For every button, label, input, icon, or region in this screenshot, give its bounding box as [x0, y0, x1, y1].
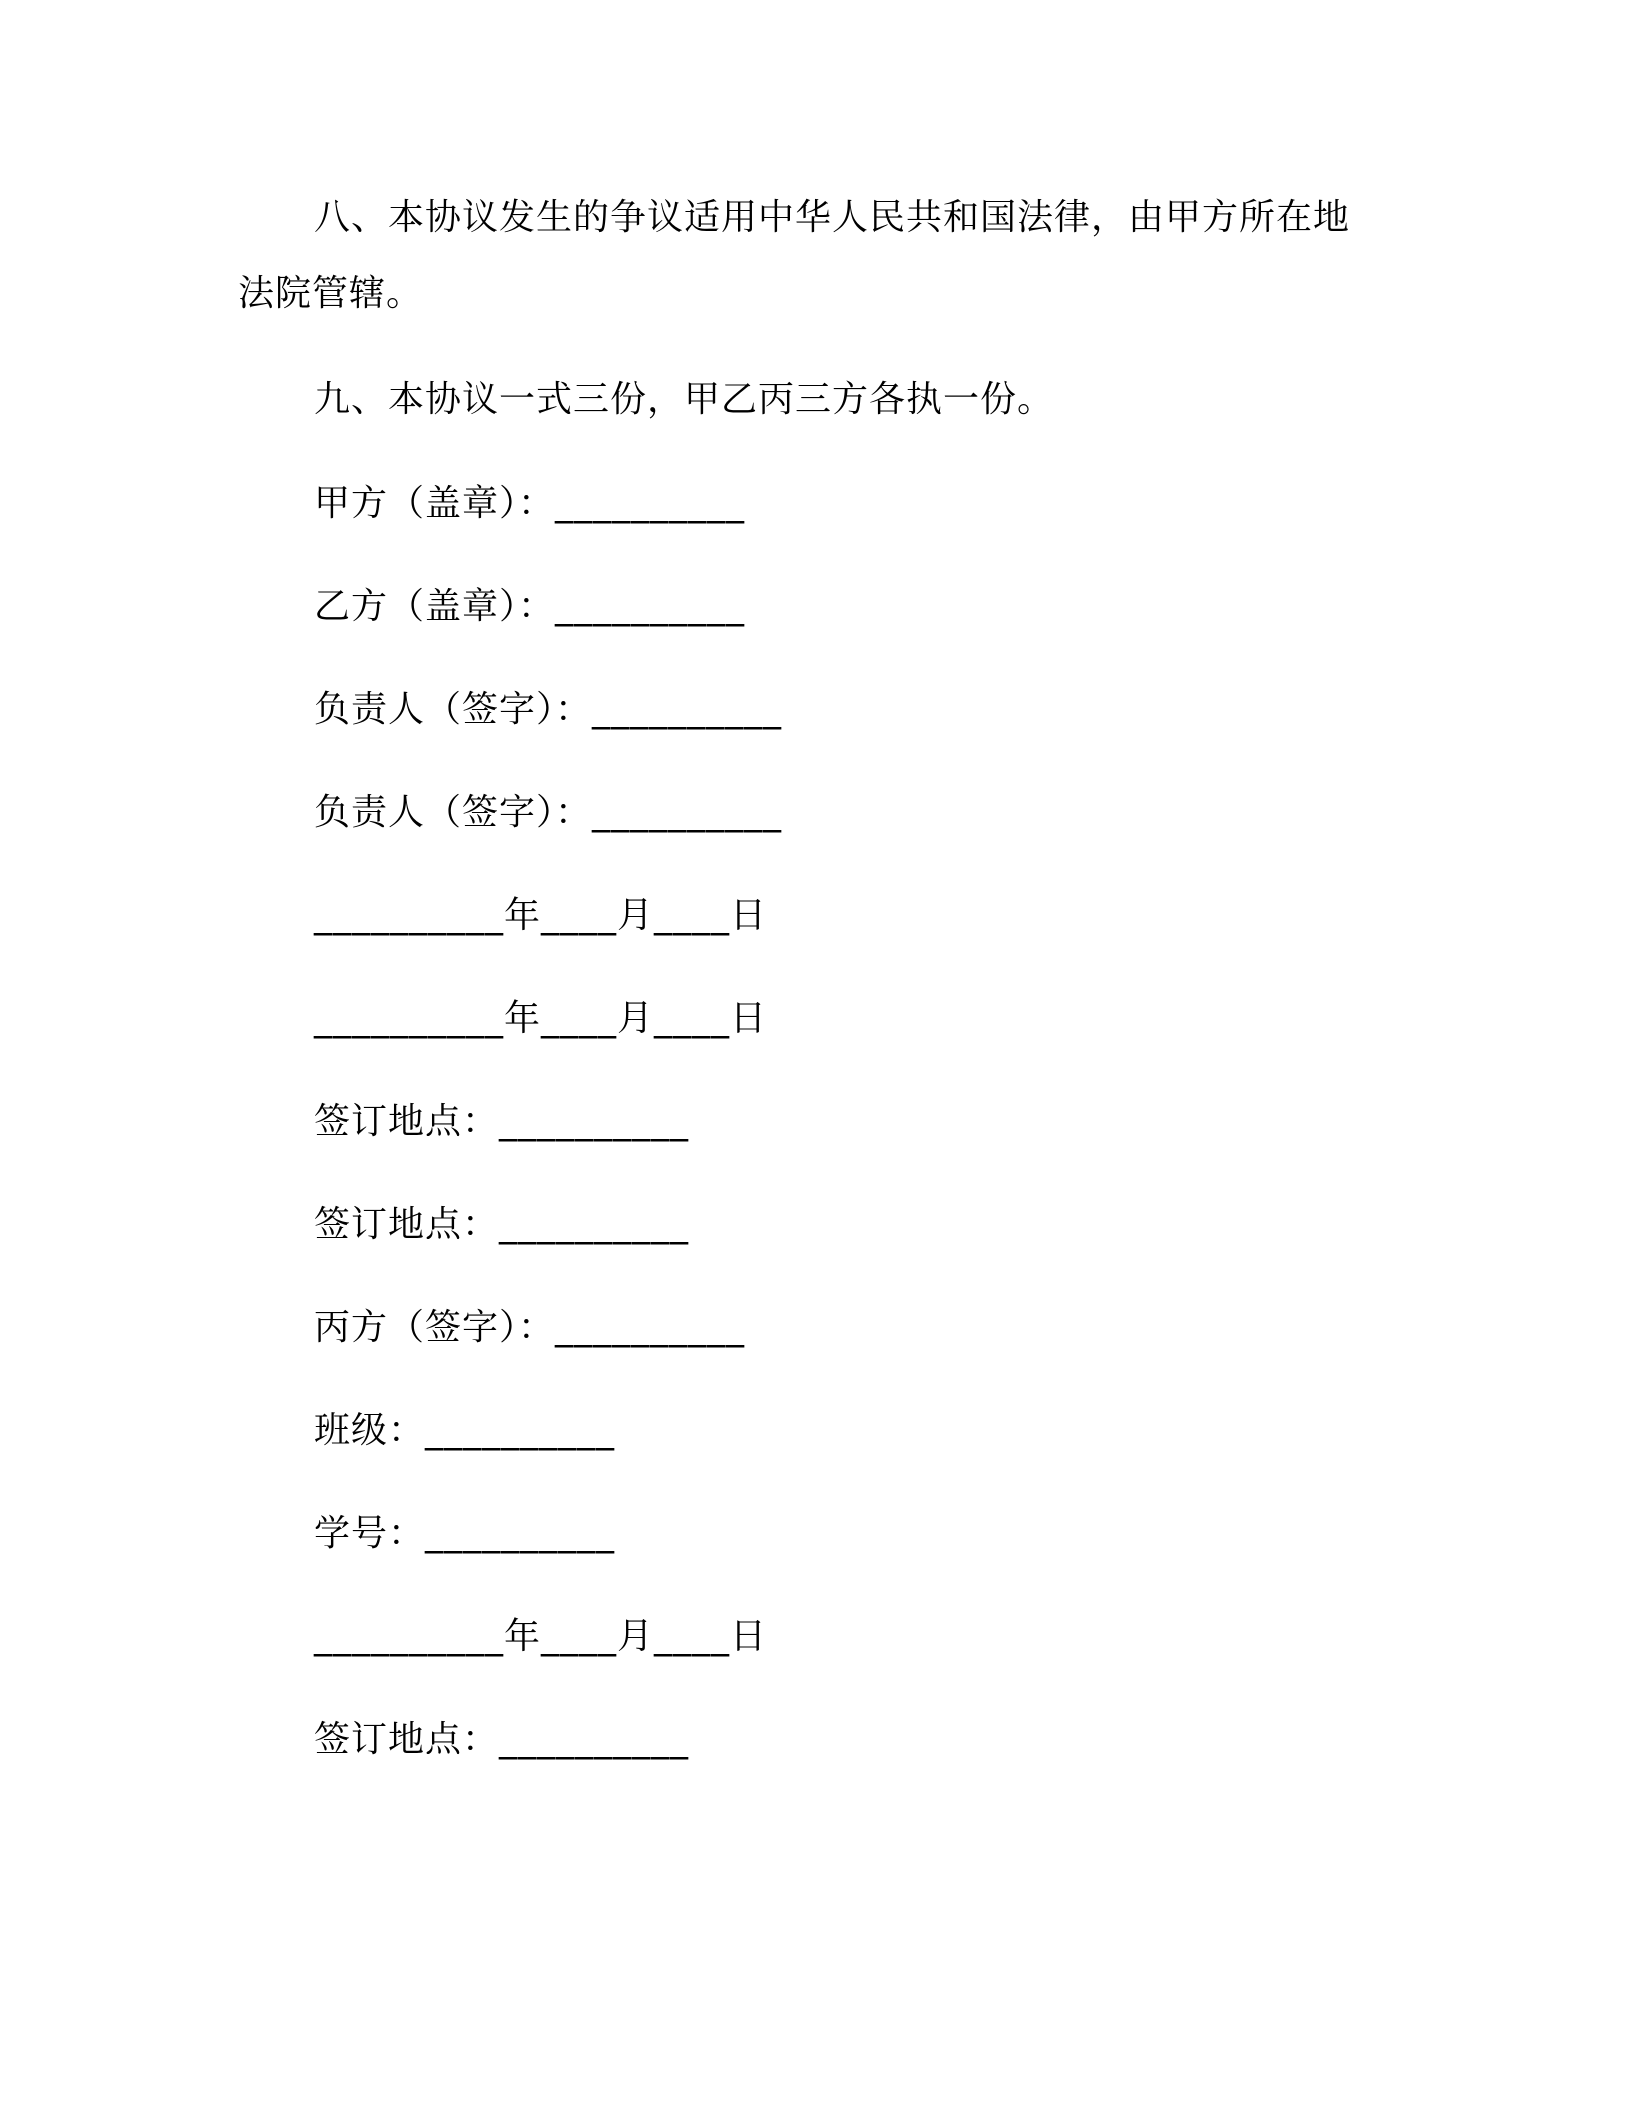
clause-8-line-2: 法院管辖。 [238, 273, 424, 314]
date-field: __________年____月____日 [314, 998, 767, 1039]
date-field: __________年____月____日 [314, 1616, 767, 1657]
student-id-field: 学号：__________ [314, 1513, 616, 1554]
class-field: 班级：__________ [314, 1410, 616, 1451]
responsible-person-signature-field: 负责人（签字）：__________ [314, 689, 783, 730]
signing-place-field: 签订地点：__________ [314, 1101, 690, 1142]
signing-place-field: 签订地点：__________ [314, 1204, 690, 1245]
party-c-signature-field: 丙方（签字）：__________ [314, 1307, 746, 1348]
responsible-person-signature-field: 负责人（签字）：__________ [314, 792, 783, 833]
party-b-seal-field: 乙方（盖章）：__________ [314, 586, 746, 627]
clause-8-line-1: 八、本协议发生的争议适用中华人民共和国法律，由甲方所在地 [314, 197, 1351, 238]
party-a-seal-field: 甲方（盖章）：__________ [314, 483, 746, 524]
clause-9: 九、本协议一式三份，甲乙丙三方各执一份。 [314, 379, 1055, 420]
date-field: __________年____月____日 [314, 895, 767, 936]
signing-place-field: 签订地点：__________ [314, 1719, 690, 1760]
